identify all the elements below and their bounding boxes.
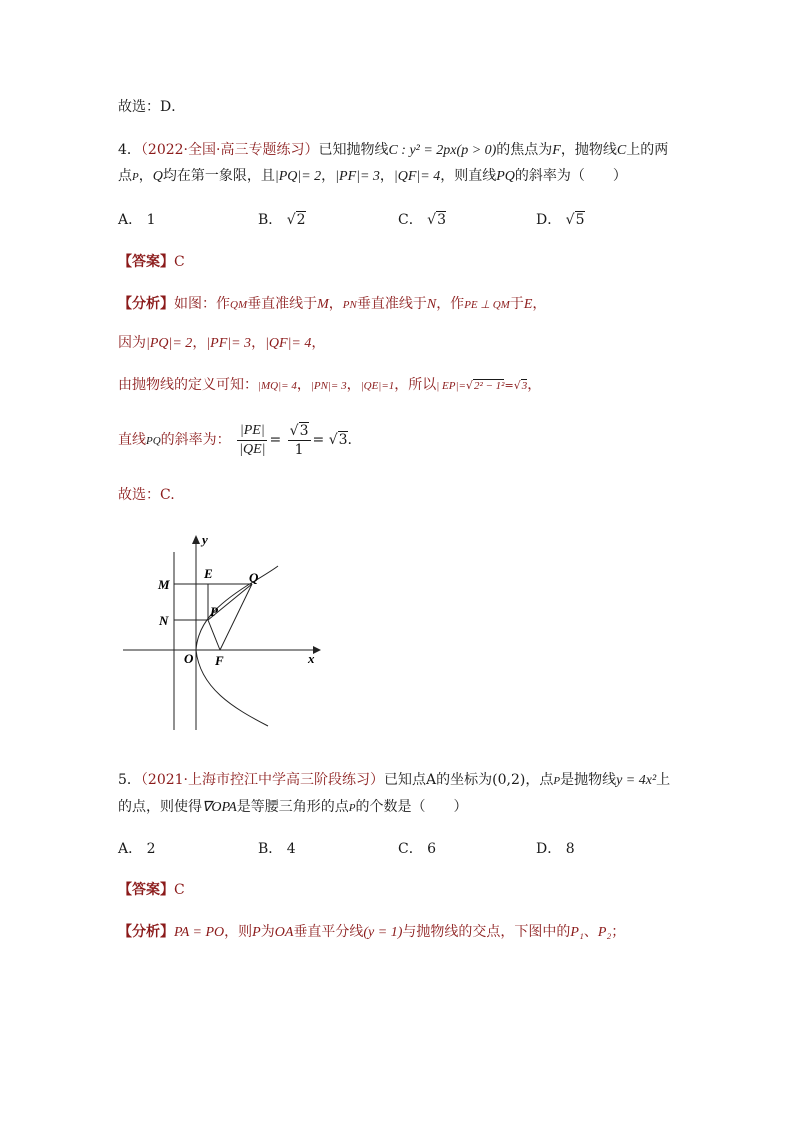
seg-pq: PQ [146, 435, 161, 447]
q4-text: 的焦点为 [496, 142, 553, 158]
q5-parabola: y = 4x² [616, 773, 657, 788]
analysis-text: 如图：作 [174, 296, 230, 312]
label-f: F [215, 653, 224, 668]
segment-pf [208, 620, 220, 650]
label-q: Q [249, 570, 259, 585]
analysis-tag: 【分析】 [118, 924, 174, 940]
q4-option-c: C． √3 [398, 212, 447, 228]
analysis-text: ， [311, 335, 326, 351]
q5-text: 是等腰三角形的点 [236, 799, 349, 815]
val: |PN|= 3 [310, 380, 347, 392]
q4-number: 4． [118, 142, 141, 158]
analysis-text: ， [527, 377, 542, 393]
option-label: A． [118, 212, 143, 228]
option-label: D． [536, 841, 562, 857]
analysis-text: 直线 [118, 432, 146, 448]
analysis-text: 、 [583, 924, 598, 940]
eq: = [269, 432, 282, 448]
option-value: 2 [296, 212, 306, 228]
pt-m: M [317, 297, 329, 312]
cond: |PQ|= 2 [146, 336, 193, 351]
q5-text: 上 [656, 772, 671, 788]
analysis-text: 与抛物线的交点，下图中的 [402, 924, 571, 940]
q4-analysis-line3: 由抛物线的定义可知：|MQ|= 4，|PN|= 3，|QE|=1，所以| EP|=√2² − 1²=√3， [118, 377, 542, 393]
q5-coord: (0,2) [492, 772, 526, 788]
analysis-text: 因为 [118, 335, 146, 351]
q5-triangle: ∇OPA [202, 800, 237, 815]
analysis-text: ，所以 [394, 377, 437, 393]
q4-option-d: D． √5 [536, 212, 585, 228]
line-eq: (y = 1) [363, 925, 403, 940]
label-m: M [158, 577, 170, 592]
q4-text: ， [321, 168, 336, 184]
q4-line-pq: PQ [496, 169, 515, 184]
q4-source: （2022·全国·高三专题练习） [140, 142, 319, 158]
prev-conclusion: 故选：D． [118, 99, 186, 115]
val: |MQ|= 4 [258, 380, 297, 392]
q5-option-a [118, 839, 156, 859]
pt-n: N [426, 297, 437, 312]
answer-value: C [174, 254, 185, 270]
val: | EP|= [436, 380, 466, 392]
q5-number: 5． [118, 772, 141, 788]
q4-text: 已知抛物线 [318, 142, 389, 158]
option-value: 2 [146, 841, 156, 857]
q4-point-p: P [132, 171, 139, 183]
option-value: 4 [286, 841, 296, 857]
analysis-text: ， [192, 335, 207, 351]
q5-text: 的坐标为 [436, 772, 493, 788]
val: 2² − 1² [473, 380, 505, 392]
q5-point-a: A [426, 772, 437, 788]
label-y: y [202, 532, 208, 547]
perp: PE ⊥ QM [464, 299, 510, 311]
q4-analysis-line1 [118, 294, 546, 315]
q5-option-c [398, 839, 436, 859]
q5-option-b [258, 839, 296, 859]
analysis-text: 由抛物线的定义可知： [118, 377, 258, 393]
q4-analysis-line2 [118, 333, 325, 354]
pt-p1: P₁ [570, 925, 584, 940]
q4-point-q: Q [152, 169, 163, 184]
seg-qm: QM [230, 299, 248, 311]
eq: = [312, 432, 325, 448]
answer-value: C [174, 882, 185, 898]
fraction-sqrt3-1: $\frac{√3}{1}$ [289, 422, 309, 458]
option-value: 6 [427, 841, 437, 857]
cond: |QF|= 4 [265, 336, 312, 351]
q4-text: ， [379, 168, 394, 184]
q4-text: 均在第一象限，且 [162, 168, 275, 184]
q5-point-p: P [553, 775, 561, 787]
q5-analysis [118, 922, 625, 943]
analysis-text: ， [251, 335, 266, 351]
q4-stem-line2 [118, 166, 627, 187]
option-value: 8 [565, 841, 575, 857]
q4-condition: |PQ|= 2 [274, 169, 322, 184]
option-label: C． [398, 841, 423, 857]
analysis-text: ，作 [436, 296, 465, 312]
q4-text: ，则直线 [440, 168, 497, 184]
q5-stem-line1 [118, 770, 670, 791]
seg-oa: OA [274, 925, 294, 940]
q5-text: 的点，则使得 [118, 799, 202, 815]
analysis-text: 的斜率为： [160, 432, 231, 448]
q5-option-d [536, 839, 575, 859]
label-e: E [204, 566, 213, 581]
q4-text: 上的两 [626, 142, 669, 158]
q4-condition: |PF|= 3 [335, 169, 380, 184]
period: . [347, 432, 352, 448]
val: 3 [521, 380, 528, 392]
eq: PA = PO [174, 925, 225, 940]
q5-text: 的个数是（ ） [355, 799, 468, 815]
analysis-text: ， [328, 296, 343, 312]
q4-text: ， [138, 168, 153, 184]
analysis-text: ； [611, 924, 626, 940]
label-n: N [159, 613, 169, 628]
analysis-text: 为 [260, 924, 275, 940]
option-label: B． [258, 212, 283, 228]
q4-conclusion: 故选：C. [118, 487, 175, 503]
option-value: 3 [437, 212, 447, 228]
figure-svg [118, 530, 328, 735]
val: |QE|=1 [360, 380, 395, 392]
q4-analysis-line4: 直线PQ的斜率为： $\frac{|PE|}{|QE|}$ = $\frac{√3}{1}$ = √3. [118, 422, 352, 458]
frac-den: |QE| [239, 441, 266, 457]
q4-condition: |QF|= 4 [393, 169, 441, 184]
q4-option-b: B． √2 [258, 212, 306, 228]
analysis-text: 垂直准线于 [356, 296, 427, 312]
analysis-tag: 【分析】 [118, 296, 174, 312]
option-value: 5 [575, 212, 585, 228]
analysis-text: ，则 [224, 924, 253, 940]
q5-source: （2021·上海市控江中学高三阶段练习） [140, 772, 385, 788]
label-p: P [210, 604, 218, 619]
pt-p2: P₂ [597, 925, 612, 940]
cond: |PF|= 3 [206, 336, 252, 351]
analysis-text: 垂直准线于 [247, 296, 318, 312]
parabola-figure [118, 530, 328, 739]
q4-text: 点 [118, 168, 132, 184]
q4-answer [118, 252, 185, 272]
q5-stem-line2 [118, 797, 468, 818]
option-label: C． [398, 212, 423, 228]
y-axis-arrow [192, 535, 200, 544]
analysis-text: 垂直平分线 [293, 924, 364, 940]
label-o: O [184, 651, 194, 666]
q4-focus: F [552, 143, 561, 158]
q4-parabola: C : y² = 2px(p > 0) [388, 143, 497, 158]
segment-qf [220, 584, 252, 650]
frac-den: 1 [294, 441, 304, 458]
answer-tag: 【答案】 [118, 882, 174, 898]
analysis-text: 于 [509, 296, 524, 312]
q5-text: 是抛物线 [560, 772, 617, 788]
analysis-text: ， [296, 377, 311, 393]
label-x: x [308, 651, 315, 666]
option-value: 1 [146, 212, 156, 228]
q4-text: ，抛物线 [560, 142, 617, 158]
q5-point-p: P [348, 802, 356, 814]
q4-option-a [118, 210, 156, 230]
frac-num: 3 [299, 422, 309, 439]
result: 3 [338, 432, 348, 448]
pt-p: P [252, 925, 261, 940]
val: = [504, 379, 514, 392]
frac-num: |PE| [237, 422, 267, 441]
q5-text: 已知点 [384, 772, 427, 788]
analysis-text: ， [532, 296, 547, 312]
q5-answer [118, 880, 185, 900]
pt-e: E [523, 297, 533, 312]
seg-pn: PN [342, 299, 357, 311]
option-label: B． [258, 841, 283, 857]
q4-curve: C [616, 143, 627, 158]
q5-text: ，点 [525, 772, 554, 788]
q4-stem-line1 [118, 140, 668, 161]
option-label: A． [118, 841, 143, 857]
q4-text: 的斜率为（ ） [514, 168, 627, 184]
option-label: D． [536, 212, 562, 228]
fraction-pe-qe [237, 422, 267, 459]
analysis-text: ， [346, 377, 361, 393]
answer-tag: 【答案】 [118, 254, 174, 270]
